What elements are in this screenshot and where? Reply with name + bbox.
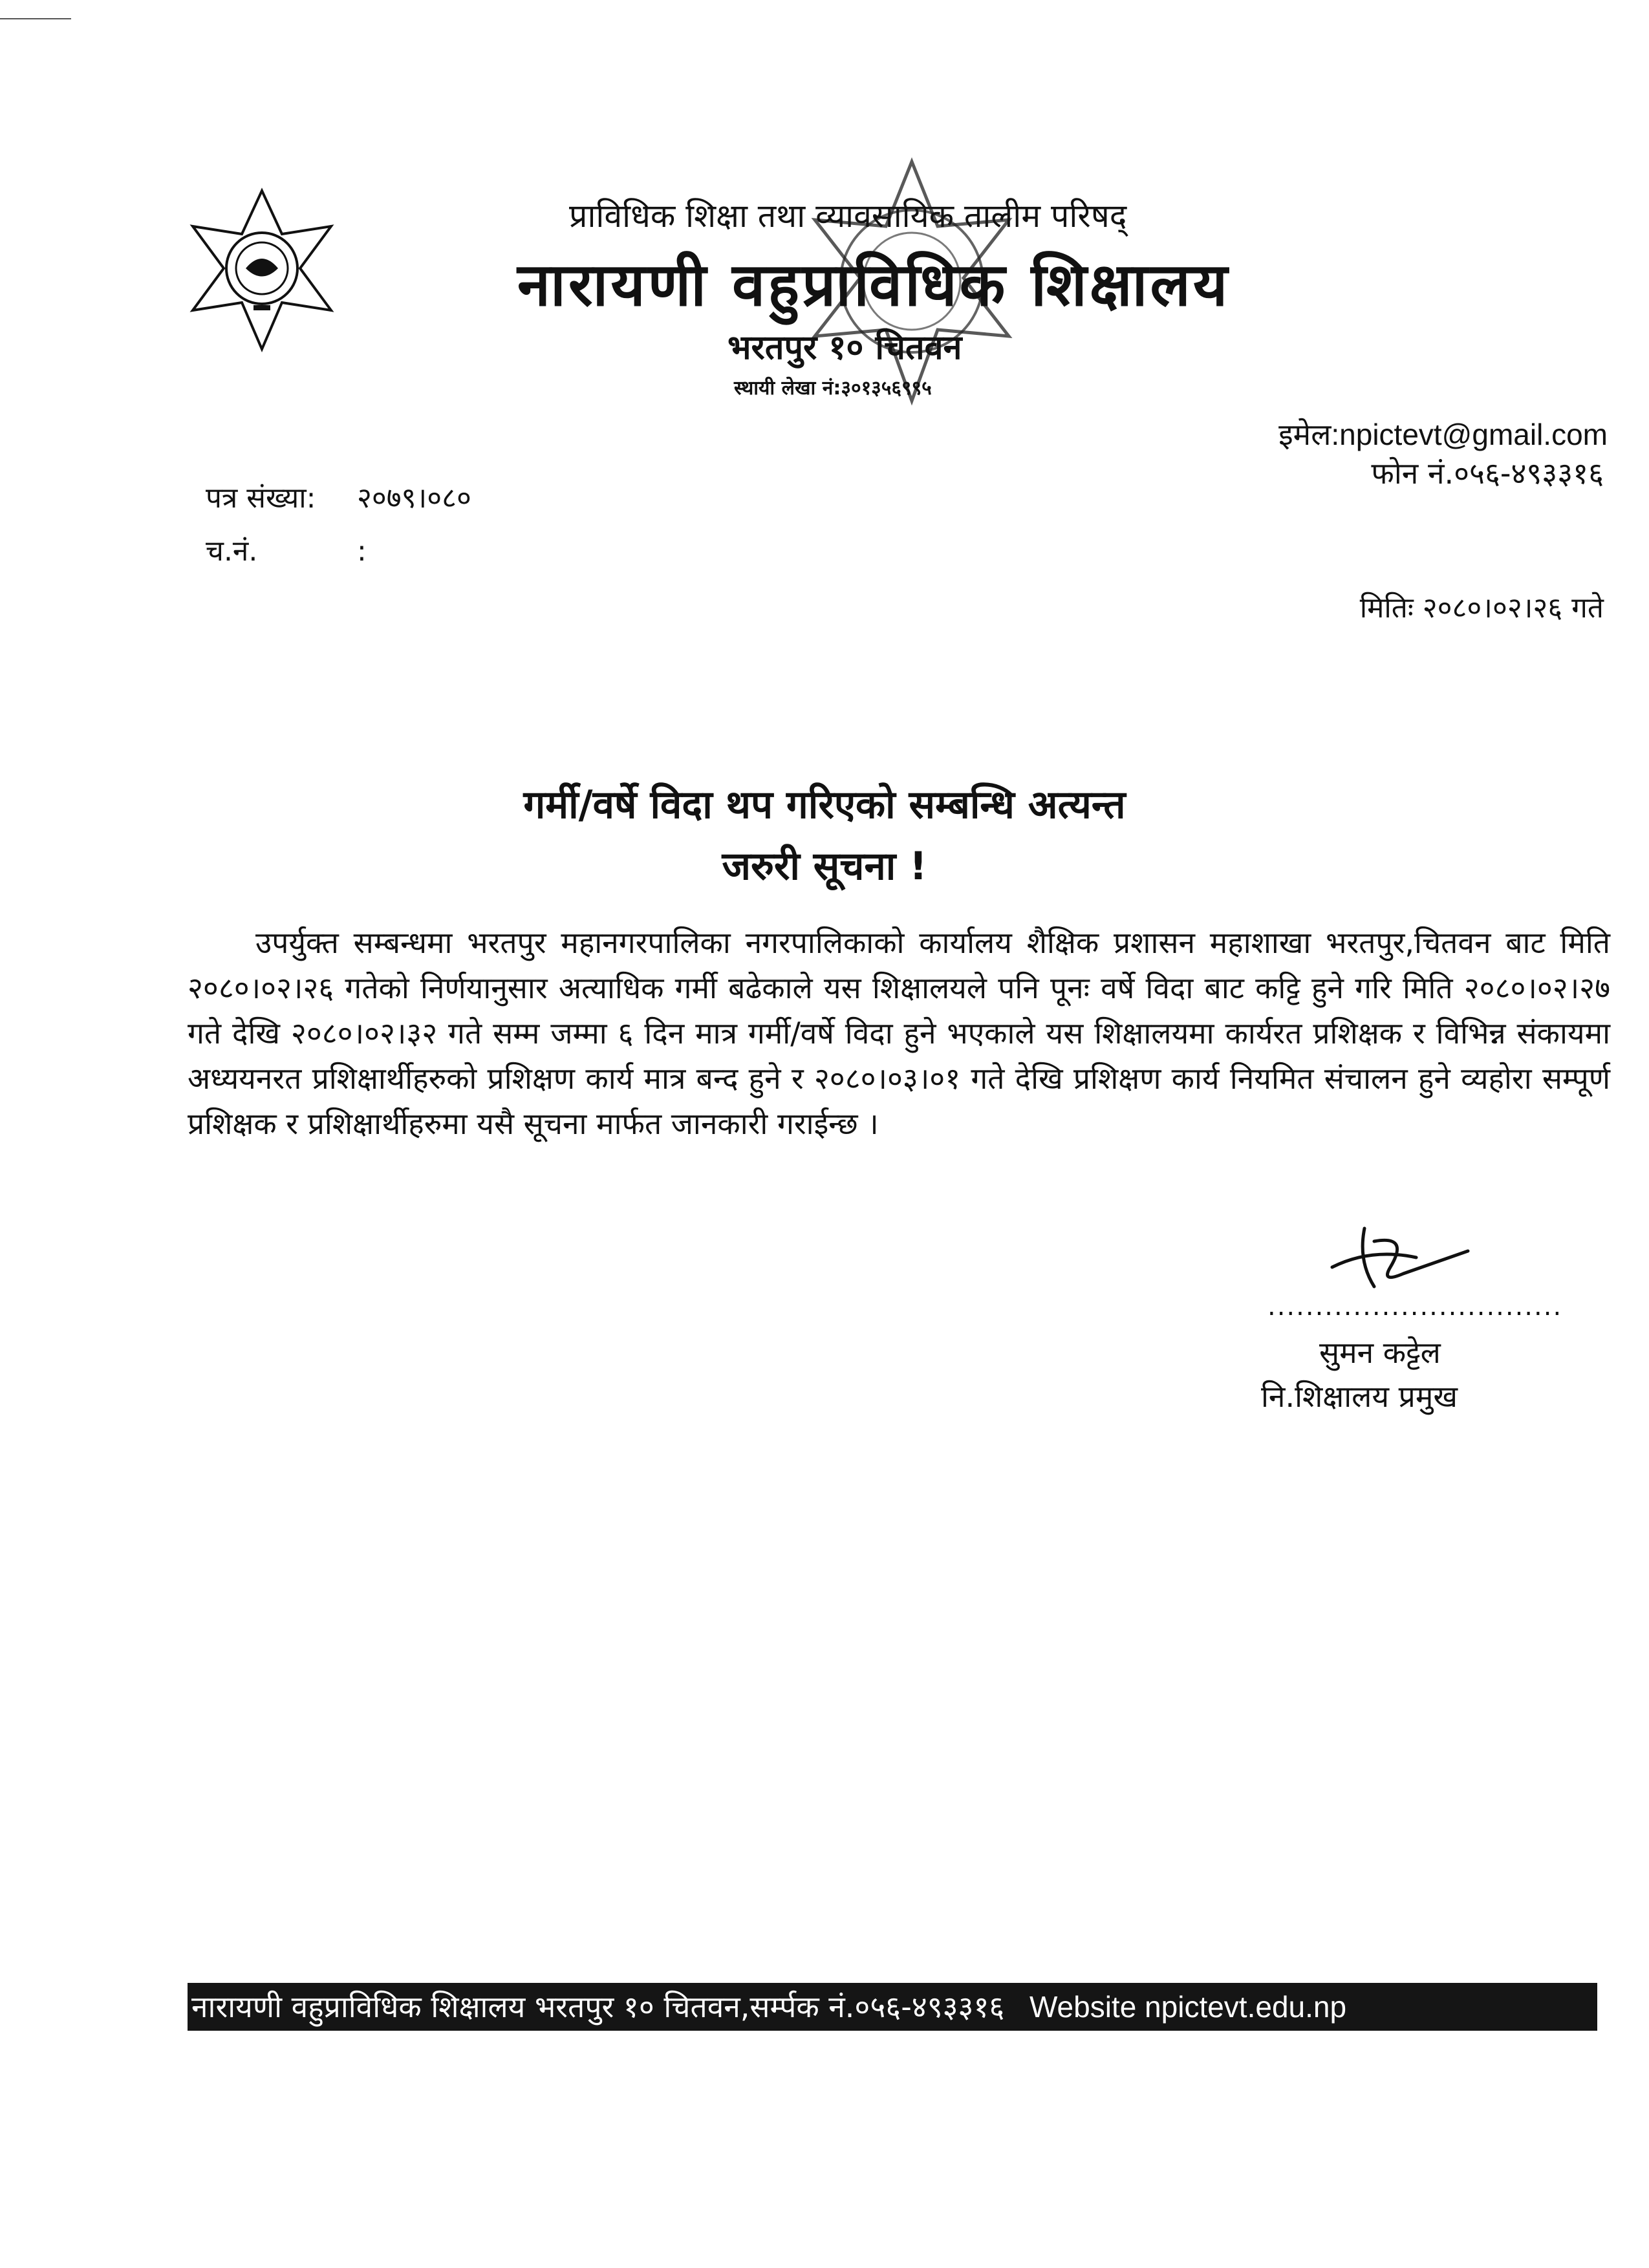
notice-body: उपर्युक्त सम्बन्धमा भरतपुर महानगरपालिका नगरपालिकाको कार्यालय शैक्षिक प्रशासन महाशाखा भरतपुर,चितवन बाट मिति २०८०।०२।२६ गतेको निर्णयानुसार अत्याधिक गर्मी बढेकाले यस शिक्षालयले पनि पूनः वर्षे विदा बाट कट्टि हुने गरि मिति २०८०।०२।२७ गते देखि २०८०।०२।३२ गते सम्म जम्मा ६ दिन मात्र गर्मी/वर्षे विदा हुने भएकाले यस शिक्षालयमा कार्यरत प्रशिक्षक र विभिन्न संकायमा अध्ययनरत प्रशिक्षार्थीहरुको प्रशिक्षण कार्य मात्र बन्द हुने र २०८०।०३।०१ गते देखि प्रशिक्षण कार्य नियमित संचालन हुने व्यहोरा सम्पूर्ण प्रशिक्षक र प्रशिक्षार्थीहरुमा यसै सूचना मार्फत जानकारी गराईन्छ । xyxy=(188,925,1610,1141)
college-name: नारायणी वहुप्राविधिक शिक्षालय xyxy=(517,250,1231,319)
signatory-name: सुमन कट्टेल xyxy=(1319,1335,1441,1370)
signatory-title: नि.शिक्षालय प्रमुख xyxy=(1261,1379,1458,1414)
contact-phone: फोन नं.०५६-४९३३१६ xyxy=(1371,456,1604,491)
scan-edge-line xyxy=(0,18,71,19)
signature-line: ............................... xyxy=(1267,1292,1563,1321)
signature-scribble-icon xyxy=(1319,1222,1487,1300)
dispatch-number-row xyxy=(206,525,471,578)
footer-bar xyxy=(188,1983,1597,2031)
notice-subject-line-1: गर्मी/वर्षे विदा थप गरिएको सम्बन्धि अत्यन्त xyxy=(523,782,1126,828)
date-line xyxy=(1360,587,1604,626)
contact-email: इमेल:npictevt@gmail.com xyxy=(1278,418,1608,451)
letter-number-value: २०७९।०८० xyxy=(357,482,471,515)
emblem-star-seal-icon xyxy=(181,187,343,356)
letter-number-label: पत्र संख्या: xyxy=(206,482,316,515)
letter-number-row xyxy=(206,472,471,525)
permanent-account-number: स्थायी लेखा नं:३०१३५६९९५ xyxy=(734,377,932,400)
notice-subject-line-2: जरुरी सूचना ! xyxy=(722,844,927,889)
reference-block xyxy=(206,472,471,578)
dispatch-number-value: : xyxy=(357,535,367,568)
council-name: प्राविधिक शिक्षा तथा व्यावसायिक तालीम परिषद् xyxy=(569,197,1127,235)
date-label: मितिः xyxy=(1359,592,1414,625)
dispatch-number-label: च.नं. xyxy=(206,535,258,568)
college-address: भरतपुर १० चितवन xyxy=(727,328,962,367)
footer-website: Website npictevt.edu.np xyxy=(1029,1990,1347,2024)
footer-contact-text: नारायणी वहुप्राविधिक शिक्षालय भरतपुर १० चितवन,सर्म्पक नं.०५६-४९३३१६ xyxy=(191,1989,1005,2024)
date-value: २०८०।०२।२६ गते xyxy=(1422,592,1604,625)
